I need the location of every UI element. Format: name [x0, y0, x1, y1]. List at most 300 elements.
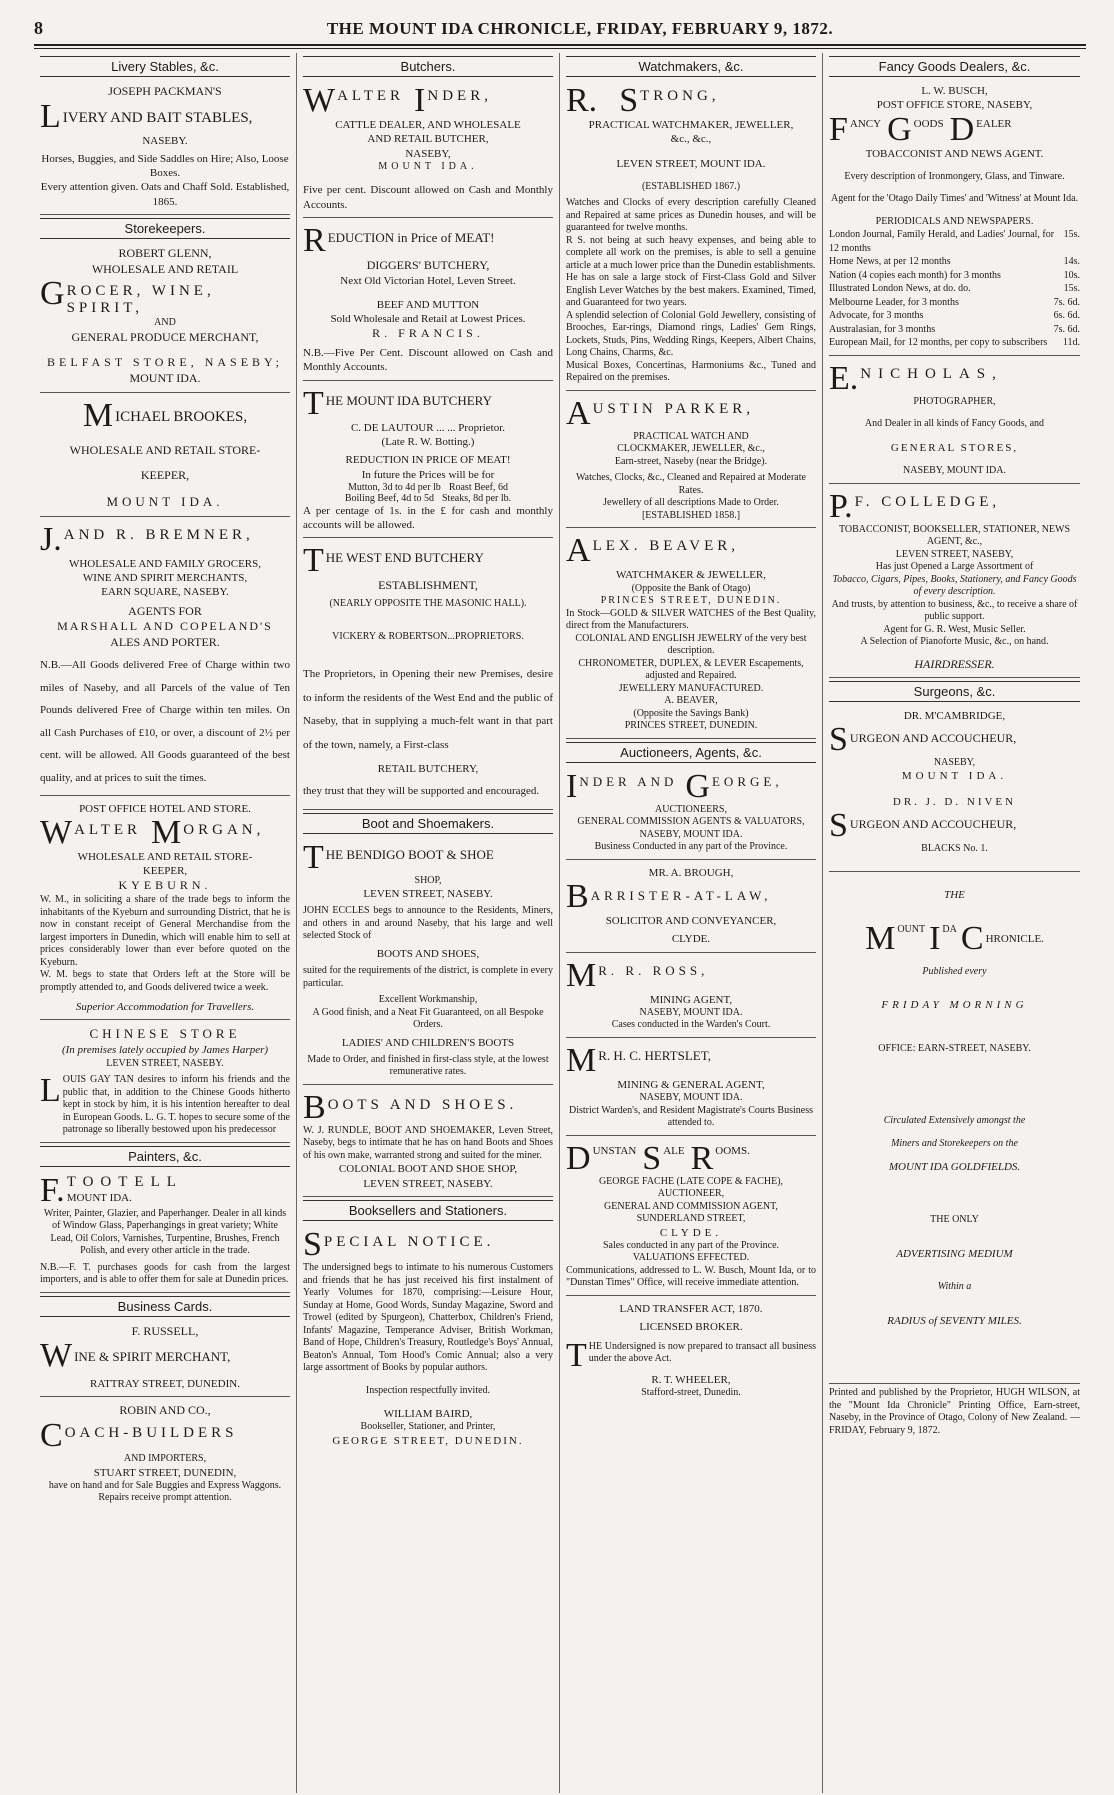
- ad-title: ROCER, WINE, SPIRIT,: [66, 283, 215, 317]
- ad-strong: [566, 81, 816, 391]
- drop-cap: C: [40, 1417, 63, 1455]
- ad-title: UNSTAN: [592, 1144, 637, 1157]
- ad-title: TOOTELL: [66, 1173, 183, 1190]
- ad-colledge: [829, 487, 1080, 678]
- drop-cap: P.: [829, 487, 853, 525]
- ad-heading: [40, 1074, 290, 1137]
- ad-packman: [40, 81, 290, 215]
- drop-cap: L: [40, 97, 61, 135]
- ad-line: THE: [944, 888, 965, 901]
- section-livery: Livery Stables, &c.: [40, 56, 290, 77]
- ad-line: In future the Prices will be for: [361, 468, 495, 481]
- ad-line: (Opposite the Savings Bank): [633, 707, 749, 719]
- price-item: Roast Beef, 6d: [448, 481, 508, 493]
- price-row: [829, 255, 1080, 269]
- ad-heading: [566, 767, 816, 805]
- ad-line: LEVEN STREET, NASEBY.: [106, 1057, 224, 1069]
- ad-line: OFFICE: EARN-STREET, NASEBY.: [878, 1042, 1031, 1054]
- ad-russell: [40, 1321, 290, 1398]
- price-item: Nation (4 copies each month) for 3 months: [829, 269, 1001, 281]
- ad-body: have on hand and for Sale Buggies and Express Waggons. Repairs receive prompt attention.: [48, 1479, 282, 1504]
- price-value: 11d.: [1062, 337, 1080, 349]
- ad-title: OODS: [913, 117, 944, 130]
- ad-title: HE MOUNT IDA BUTCHERY: [325, 392, 493, 408]
- masthead: [34, 18, 1086, 44]
- ad-line: MOUNT IDA.: [378, 160, 478, 172]
- price-row: [829, 228, 1080, 255]
- ad-line: Agent for G. R. West, Music Seller.: [883, 623, 1026, 635]
- ad-name: JOSEPH PACKMAN'S: [108, 84, 222, 98]
- ad-line: &c., &c.,: [670, 133, 712, 146]
- section-storekeepers: Storekeepers.: [40, 218, 290, 239]
- ad-line: FRIDAY MORNING: [881, 999, 1028, 1012]
- ad-line: VICKERY & ROBERTSON...PROPRIETORS.: [332, 630, 524, 642]
- price-item: Australasian, for 3 months: [829, 323, 936, 335]
- ad-line: Superior Accommodation for Travellers.: [75, 1001, 255, 1014]
- ad-land-transfer: [566, 1299, 816, 1404]
- ad-body: Agent for the 'Otago Daily Times' and 'Witness' at Mount Ida.: [830, 193, 1079, 205]
- ad-line: And trusts, by attention to business, &c., to receive a share of public support.: [831, 598, 1078, 623]
- ad-reduction: [303, 221, 553, 381]
- section-painters: Painters, &c.: [40, 1146, 290, 1167]
- ad-heading: [40, 396, 290, 434]
- ad-line: GENERAL PRODUCE MERCHANT,: [71, 329, 259, 344]
- drop-cap: S: [829, 807, 848, 845]
- ad-west-end: [303, 541, 553, 809]
- column-1: [34, 53, 297, 1793]
- ad-body: Watches and Clocks of every description carefully Cleaned and Repaired at same prices as Dunedin houses, and will be guaranteed for twelve months.: [566, 197, 816, 234]
- ad-line: MOUNT IDA GOLDFIELDS.: [888, 1161, 1021, 1174]
- drop-cap: M: [566, 956, 597, 994]
- ad-heading: [40, 520, 290, 558]
- ad-line: PERIODICALS AND NEWSPAPERS.: [875, 215, 1034, 227]
- ad-title: AND R. BREMNER,: [63, 526, 254, 543]
- ad-line: GEORGE FACHE (LATE COPE & FACHE),: [598, 1175, 784, 1187]
- drop-cap: D: [566, 1139, 591, 1177]
- ad-line: LAND TRANSFER ACT, 1870.: [619, 1302, 763, 1315]
- ad-line: R. FRANCIS.: [372, 326, 484, 341]
- ad-line: STUART STREET, DUNEDIN,: [93, 1466, 237, 1479]
- ad-niven: [829, 792, 1080, 872]
- ad-title: ALTER: [74, 821, 142, 838]
- section-books: Booksellers and Stationers.: [303, 1200, 553, 1221]
- ad-heading: [566, 84, 816, 118]
- section-butchers: Butchers.: [303, 56, 553, 77]
- ad-body: OUIS GAY TAN desires to inform his friends and the public that, in addition to the Chinese Goods hitherto kept in stock by him, it is his intention hereafter to deal in European Goods. L. G. T. hopes to secure some of the patronage so liberally bestowed upon his predecessor: [62, 1074, 290, 1136]
- drop-cap: T: [303, 384, 324, 422]
- price-item: Boiling Beef, 4d to 5d: [344, 492, 434, 504]
- column-2: [297, 53, 560, 1793]
- price-value: 15s.: [1063, 229, 1080, 241]
- ad-line: WHOLESALE AND RETAIL STORE-: [77, 850, 253, 863]
- ad-line: SOLICITOR AND CONVEYANCER,: [605, 914, 777, 927]
- ad-ida-butchery: [303, 384, 553, 539]
- section-boot: Boot and Shoemakers.: [303, 813, 553, 834]
- ad-title: NDER AND: [579, 773, 678, 789]
- ad-line: Sales conducted in any part of the Province.: [602, 1239, 780, 1251]
- ad-line: MINING AGENT,: [649, 993, 733, 1006]
- ad-heading: [829, 110, 1080, 148]
- ad-line: And Dealer in all kinds of Fancy Goods, and: [864, 418, 1045, 430]
- ad-body: A per centage of 1s. in the £ for cash and monthly accounts will be allowed.: [303, 504, 553, 532]
- ad-heading: [303, 384, 553, 422]
- ad-heading: [40, 1339, 290, 1373]
- ad-body: HE Undersigned is now prepared to transact all business under the above Act.: [588, 1340, 816, 1365]
- ad-hertslet: [566, 1041, 816, 1136]
- ad-line: Has just Opened a Large Assortment of: [875, 561, 1034, 573]
- ad-line: A Selection of Pianoforte Music, &c., on hand.: [860, 636, 1049, 648]
- price-row: [303, 482, 553, 493]
- ad-line: SUNDERLAND STREET,: [636, 1213, 746, 1225]
- ad-title: URGEON AND ACCOUCHEUR,: [849, 817, 1017, 832]
- ad-body: N.B.—F. T. purchases goods for cash from the largest importers, and is able to offer them for sale at Dunedin prices.: [40, 1261, 290, 1286]
- drop-cap: S: [829, 720, 848, 758]
- ad-line: LEVEN STREET, MOUNT IDA.: [616, 157, 766, 170]
- ad-body: W. M., in soliciting a share of the trade begs to inform the inhabitants of the Kyeburn and surrounding District, that he is now in constant receipt of General Merchandise from the largest importers in Dunedin, which will enable him to sell at prices considerably lower than ever before quoted on the Kyeburn.: [40, 894, 290, 968]
- ad-line: RETAIL BUTCHERY,: [377, 762, 479, 775]
- ad-line: A. BEAVER,: [664, 695, 718, 707]
- ad-nicholas: [829, 359, 1080, 484]
- drop-cap: J.: [40, 520, 62, 558]
- ad-line: LEVEN STREET, NASEBY.: [363, 1177, 493, 1190]
- ad-line: DIGGERS' BUTCHERY,: [366, 257, 490, 272]
- ad-heading: [566, 1041, 816, 1079]
- ad-line: THE ONLY: [930, 1214, 979, 1226]
- ad-mccambridge: [829, 706, 1080, 789]
- drop-cap: M: [151, 813, 182, 851]
- ad-line: MINING & GENERAL AGENT,: [617, 1078, 765, 1091]
- ad-line: Earn-street, Naseby (near the Bridge).: [614, 455, 768, 467]
- drop-cap: B: [566, 877, 589, 915]
- price-row: [829, 309, 1080, 323]
- ad-title: OUNT: [897, 923, 926, 935]
- ad-body: The undersigned begs to intimate to his numerous Customers and friends that he has just received his first instalment of Yearly Volumes for 1870, comprising:—Leisure Hour, Sunday at Home, Good Words, Sunday Magazine, Sword and Trowel (edited by Spurgeon), Chatterbox, Children's Friend, Infants' Magazine, Temperance Adviser, British Workman, Band of Hope, Children's Treasury, Routledge's Boys' Annual, Beaton's Annual, Tom Hood's Comic Annual; also a very large assortment of Books by popular authors.: [303, 1262, 553, 1374]
- ad-line: CLOCKMAKER, JEWELLER, &c.,: [617, 443, 765, 455]
- ad-line: BELFAST STORE, NASEBY;: [47, 355, 283, 370]
- ad-heading: [40, 813, 290, 851]
- ad-title: NICHOLAS,: [860, 365, 1003, 382]
- column-3: [560, 53, 823, 1793]
- ad-title: HE BENDIGO BOOT & SHOE: [325, 846, 494, 862]
- drop-cap: T: [303, 542, 324, 580]
- ad-heading: [303, 221, 553, 259]
- ad-body: N.B.—Five Per Cent. Discount allowed on Cash and Monthly Accounts.: [303, 347, 553, 374]
- ad-line: Bookseller, Stationer, and Printer,: [360, 1421, 496, 1433]
- ad-title: LEX. BEAVER,: [592, 538, 740, 555]
- ad-line: NASEBY,: [405, 147, 451, 160]
- drop-cap: L: [40, 1072, 61, 1110]
- ad-title: ALTER: [337, 88, 405, 104]
- price-row: [829, 269, 1080, 283]
- ad-line: AND: [154, 317, 176, 329]
- drop-cap: W: [303, 82, 336, 119]
- drop-cap: G: [685, 767, 710, 805]
- ad-line: MOUNT IDA.: [106, 493, 224, 509]
- ad-line: ESTABLISHMENT,: [378, 578, 478, 593]
- ad-line: GENERAL COMMISSION AGENTS & VALUATORS,: [577, 816, 805, 828]
- ad-line: WINE AND SPIRIT MERCHANTS,: [82, 571, 248, 584]
- ad-body: N.B.—All Goods delivered Free of Charge within two miles of Naseby, and all Parcels of the value of Ten Pounds delivered Free of Charge within ten miles. On all Cash Purchases of £10, or over, a discount of 2½ per cent. will be allowed. All Goods guaranteed of the best quality, and at prices to suit the times.: [40, 659, 290, 785]
- ad-name: DR. J. D. NIVEN: [892, 795, 1017, 808]
- ad-heading: [566, 877, 816, 915]
- ad-line: MOUNT IDA.: [129, 370, 201, 385]
- ad-line: LICENSED BROKER.: [639, 1321, 743, 1334]
- ad-body: Jewellery of all descriptions Made to Order.: [603, 497, 779, 509]
- ad-title: EDUCTION in Price of MEAT!: [327, 229, 495, 245]
- masthead-title: THE MOUNT IDA CHRONICLE, FRIDAY, FEBRUARY 9, 1872.: [326, 19, 834, 38]
- column-4: [823, 53, 1086, 1793]
- ad-line: AND IMPORTERS,: [123, 1453, 207, 1465]
- ad-body: Writer, Painter, Glazier, and Paperhanger. Dealer in all kinds of Window Glass, Paperhangings in great variety; White Lead, Oil Colors, Varnishes, Turpentine, Brushes, French Polish, and every other article in the trade.: [43, 1207, 287, 1257]
- price-row: [829, 282, 1080, 296]
- drop-cap: I: [929, 919, 941, 957]
- ad-line: A Good finish, and a Neat Fit Guaranteed, on all Bespoke Orders.: [312, 1006, 544, 1031]
- price-item: Home News, at per 12 months: [829, 256, 951, 268]
- ad-body: The Proprietors, in Opening their new Premises, desire to inform the residents of the West End and the public of Naseby, that in supplying a much-felt want in that part of the town, namely, a First-class: [303, 668, 553, 751]
- ad-line: WHOLESALE AND RETAIL: [91, 261, 239, 276]
- ad-rundle: [303, 1088, 553, 1197]
- ad-line: ADVERTISING MEDIUM: [896, 1247, 1013, 1260]
- ad-line: MOUNT IDA.: [901, 770, 1008, 783]
- ad-line: Sold Wholesale and Retail at Lowest Prices.: [330, 313, 526, 326]
- ad-line: NASEBY.: [142, 134, 188, 147]
- ad-body: Watches, Clocks, &c., Cleaned and Repaired at Moderate Rates.: [576, 472, 806, 496]
- ad-body: Musical Boxes, Concertinas, Harmoniums &c., Tuned and Repaired on the premises.: [566, 359, 816, 384]
- drop-cap: M: [865, 919, 896, 957]
- ad-title: NDER,: [427, 88, 492, 104]
- ad-line: KEEPER,: [142, 865, 188, 878]
- drop-cap: R: [690, 1139, 714, 1177]
- ad-line: PRINCES STREET, DUNEDIN.: [600, 595, 782, 607]
- ad-line: SHOP,: [414, 874, 442, 886]
- ad-body: In Stock—GOLD & SILVER WATCHES of the Best Quality, direct from the Manufacturers.: [566, 607, 816, 632]
- ad-line: Published every: [922, 965, 987, 977]
- masthead-rule: [34, 44, 1086, 49]
- ad-name: L. W. BUSCH,: [921, 85, 988, 97]
- ad-title: R. H. C. HERTSLET,: [598, 1047, 711, 1063]
- section-fancy-goods: Fancy Goods Dealers, &c.: [829, 56, 1080, 77]
- drop-cap: F.: [40, 1171, 65, 1209]
- ad-heading: [566, 956, 816, 994]
- ad-line: BOOTS AND SHOES,: [376, 947, 480, 960]
- ad-body: Five per cent. Discount allowed on Cash and Monthly Accounts.: [303, 184, 553, 211]
- ad-line: NASEBY, MOUNT IDA.: [639, 1092, 743, 1104]
- ad-heading: [829, 487, 1080, 525]
- ad-heading: [40, 97, 290, 135]
- ad-line: CHRONOMETER, DUPLEX, & LEVER Escapements, adjusted and Repaired.: [578, 657, 804, 682]
- ad-line: Inspection respectfully invited.: [365, 1384, 491, 1396]
- ad-dunstan: [566, 1139, 816, 1296]
- ad-line: CLYDE.: [659, 1226, 723, 1239]
- ad-body: suited for the requirements of the district, is complete in every particular.: [303, 965, 553, 989]
- ad-line: RADIUS of SEVENTY MILES.: [887, 1314, 1022, 1327]
- ad-title: HRONICLE.: [985, 932, 1044, 945]
- ad-line: GENERAL STORES,: [890, 441, 1019, 454]
- ad-line: LADIES' AND CHILDREN'S BOOTS: [341, 1036, 515, 1049]
- ad-title: IVERY AND BAIT STABLES,: [62, 109, 253, 126]
- ad-body: W. M. begs to state that Orders left at the Store will be promptly attended to, and Goods delivered twice a week.: [40, 969, 290, 993]
- drop-cap: C: [960, 919, 984, 957]
- ad-title: EORGE,: [711, 773, 783, 789]
- ad-name: ROBIN AND CO.,: [119, 1403, 211, 1418]
- ad-line: (Late R. W. Botting.): [381, 435, 475, 448]
- ad-line: Cases conducted in the Warden's Court.: [611, 1019, 771, 1031]
- ad-body: Every attention given. Oats and Chaff Sold. Established, 1865.: [40, 181, 290, 208]
- ad-line: GEORGE STREET, DUNEDIN.: [332, 1434, 524, 1447]
- ad-name: F. RUSSELL,: [131, 1323, 199, 1338]
- ad-line: COLONIAL BOOT AND SHOE SHOP,: [338, 1163, 518, 1176]
- drop-cap: W: [40, 813, 73, 851]
- ad-line: COLONIAL AND ENGLISH JEWELRY of the very best description.: [575, 632, 807, 657]
- ad-heading: [303, 1228, 553, 1262]
- ad-glenn: [40, 243, 290, 392]
- ad-heading: [40, 1419, 290, 1453]
- ad-title: OOMS.: [715, 1144, 750, 1157]
- ad-line: NASEBY, MOUNT IDA.: [903, 465, 1006, 477]
- ad-title: HE WEST END BUTCHERY: [325, 550, 484, 566]
- ad-line: Circulated Extensively amongst the: [883, 1115, 1026, 1127]
- ad-title: URGEON AND ACCOUCHEUR,: [849, 730, 1017, 745]
- ad-line: AND RETAIL BUTCHER,: [367, 133, 489, 146]
- ad-title: OACH-BUILDERS: [64, 1425, 238, 1442]
- ad-line: LEVEN STREET, NASEBY,: [895, 548, 1014, 560]
- price-item: Steaks, 8d per lb.: [442, 492, 512, 504]
- ad-line: POST OFFICE STORE, NASEBY,: [876, 99, 1033, 112]
- price-list: [829, 228, 1080, 350]
- ad-title: ICHAEL BROOKES,: [115, 408, 248, 425]
- ad-line: AUCTIONEERS,: [655, 803, 727, 815]
- price-item: Mutton, 3d to 4d per lb: [348, 481, 441, 493]
- price-item: London Journal, Family Herald, and Ladies' Journal, for 12 months: [829, 229, 1055, 254]
- drop-cap: A: [566, 394, 591, 432]
- ad-heading: [829, 359, 1080, 397]
- ad-line: MARSHALL AND COPELAND'S: [57, 619, 273, 634]
- ad-title: DA: [942, 923, 957, 935]
- ad-line: KEEPER,: [140, 468, 190, 483]
- ad-line: PRACTICAL WATCH AND: [633, 430, 749, 442]
- ad-body: R S. not being at such heavy expenses, and being able to complete all work on the premises, is able to sell a genuine article at a much lower price than the Dunedin establishments.: [566, 234, 816, 271]
- ad-line: Business Conducted in any part of the Province.: [594, 841, 788, 853]
- ad-inder: [303, 81, 553, 218]
- ad-special-notice: [303, 1225, 553, 1453]
- ad-title: USTIN PARKER,: [592, 400, 755, 417]
- ad-title: ARRISTER-AT-LAW,: [590, 887, 772, 903]
- drop-cap: W: [40, 1337, 73, 1375]
- price-row: [829, 296, 1080, 310]
- ad-heading: [829, 919, 1080, 957]
- ad-line: KYEBURN.: [118, 878, 212, 893]
- ad-heading: [829, 809, 1080, 843]
- ad-body: Every description of Ironmongery, Glass, and Tinware.: [844, 170, 1065, 182]
- ad-heading: [303, 84, 553, 118]
- ad-parker: [566, 394, 816, 529]
- ad-line: ALES AND PORTER.: [110, 634, 220, 649]
- ad-beaver: [566, 531, 816, 738]
- ad-body: Horses, Buggies, and Side Saddles on Hire; Also, Loose Boxes.: [41, 152, 289, 180]
- ad-line: VALUATIONS EFFECTED.: [632, 1252, 750, 1264]
- ad-body: He has on sale a large stock of First-Class Gold and Silver English Lever Watches by the best makers. Examined, Timed, and Guaranteed for two years.: [566, 272, 816, 309]
- ad-line: WHOLESALE AND FAMILY GROCERS,: [68, 557, 261, 570]
- ad-name: R. T. WHEELER,: [651, 1373, 731, 1386]
- ad-title: PECIAL NOTICE.: [323, 1234, 495, 1251]
- ad-heading: [40, 1171, 290, 1209]
- ad-heading: [303, 838, 553, 876]
- section-auctioneers: Auctioneers, Agents, &c.: [566, 742, 816, 763]
- ad-heading: [303, 544, 553, 578]
- ad-line: JEWELLERY MANUFACTURED.: [618, 682, 764, 694]
- drop-cap: F: [829, 110, 848, 148]
- ad-line: AGENTS FOR: [128, 603, 202, 618]
- ad-line: BLACKS No. 1.: [921, 843, 988, 855]
- ad-line: WHOLESALE AND RETAIL STORE-: [69, 442, 261, 457]
- ad-title: EALER: [976, 117, 1012, 130]
- ad-line: RATTRAY STREET, DUNEDIN.: [90, 1378, 240, 1391]
- drop-cap: S: [619, 82, 639, 119]
- ad-line: GENERAL AND COMMISSION AGENT,: [604, 1200, 778, 1212]
- drop-cap: T: [566, 1336, 587, 1374]
- section-watchmakers: Watchmakers, &c.: [566, 56, 816, 77]
- price-value: 10s.: [1063, 269, 1080, 281]
- ad-line: NASEBY, MOUNT IDA.: [639, 828, 743, 840]
- ad-name: MR. A. BROUGH,: [648, 866, 734, 879]
- drop-cap: D: [949, 110, 975, 148]
- ad-ross: [566, 956, 816, 1038]
- ad-line: Stafford-street, Dunedin.: [641, 1386, 741, 1398]
- drop-cap: M: [82, 396, 114, 434]
- price-row: [303, 493, 553, 504]
- ad-line: [ESTABLISHED 1858.]: [641, 509, 741, 521]
- ad-chinese-store: [40, 1023, 290, 1142]
- ad-body: W. J. RUNDLE, BOOT AND SHOEMAKER, Leven Street, Naseby, begs to intimate that he has on hand Boots and Shoes of his own make, warranted strong and suited for the miner.: [303, 1124, 553, 1161]
- ad-chronicle: [829, 875, 1080, 1384]
- price-item: Illustrated London News, at do. do.: [829, 283, 971, 295]
- ad-line: WATCHMAKER & JEWELLER,: [615, 569, 766, 582]
- ad-header: POST OFFICE HOTEL AND STORE.: [79, 802, 251, 815]
- ad-bremner: [40, 520, 290, 796]
- ad-line: NASEBY, MOUNT IDA.: [639, 1006, 743, 1018]
- ad-line: PHOTOGRAPHER,: [913, 395, 996, 407]
- ad-title: OOTS AND SHOES.: [327, 1096, 518, 1113]
- ad-line: LEVEN STREET, NASEBY.: [363, 888, 493, 901]
- imprint: Printed and published by the Proprietor, HUGH WILSON, at the "Mount Ida Chronicle" Printing Office, Earn-street, Naseby, in the Province of Otago, Colony of New Zealand. —FRIDAY, February 9, 1872.: [829, 1387, 1080, 1436]
- ad-line: PRINCES STREET, DUNEDIN.: [624, 720, 758, 732]
- drop-cap: G: [887, 110, 912, 148]
- drop-cap: I: [414, 82, 426, 119]
- price-row: [829, 323, 1080, 337]
- price-value: 6s. 6d.: [1053, 310, 1080, 322]
- ad-line: Miners and Storekeepers on the: [891, 1137, 1018, 1149]
- ad-line: CLYDE.: [671, 933, 711, 946]
- price-row: [829, 336, 1080, 350]
- ad-title: R. R. ROSS,: [598, 962, 709, 978]
- ad-heading: [566, 1336, 816, 1374]
- drop-cap: M: [566, 1041, 597, 1079]
- ad-brough: [566, 863, 816, 953]
- ad-line: TOBACCONIST AND NEWS AGENT.: [865, 147, 1044, 160]
- price-item: Advocate, for 3 months: [829, 310, 924, 322]
- ad-line: Next Old Victorian Hotel, Leven Street.: [340, 274, 516, 287]
- drop-cap: R.: [566, 82, 598, 119]
- ad-title: INE & SPIRIT MERCHANT,: [74, 1349, 231, 1365]
- drop-cap: T: [303, 838, 324, 876]
- ad-line: EARN SQUARE, NASEBY.: [101, 586, 229, 599]
- ad-body: they trust that they will be supported and encouraged.: [303, 784, 540, 797]
- ad-heading: [566, 1139, 816, 1177]
- section-surgeons: Surgeons, &c.: [829, 681, 1080, 702]
- page-number: 8: [34, 18, 44, 38]
- ad-line: Tobacco, Cigars, Pipes, Books, Stationery, and Fancy Goods of every description.: [832, 573, 1077, 598]
- ad-busch: [829, 81, 1080, 356]
